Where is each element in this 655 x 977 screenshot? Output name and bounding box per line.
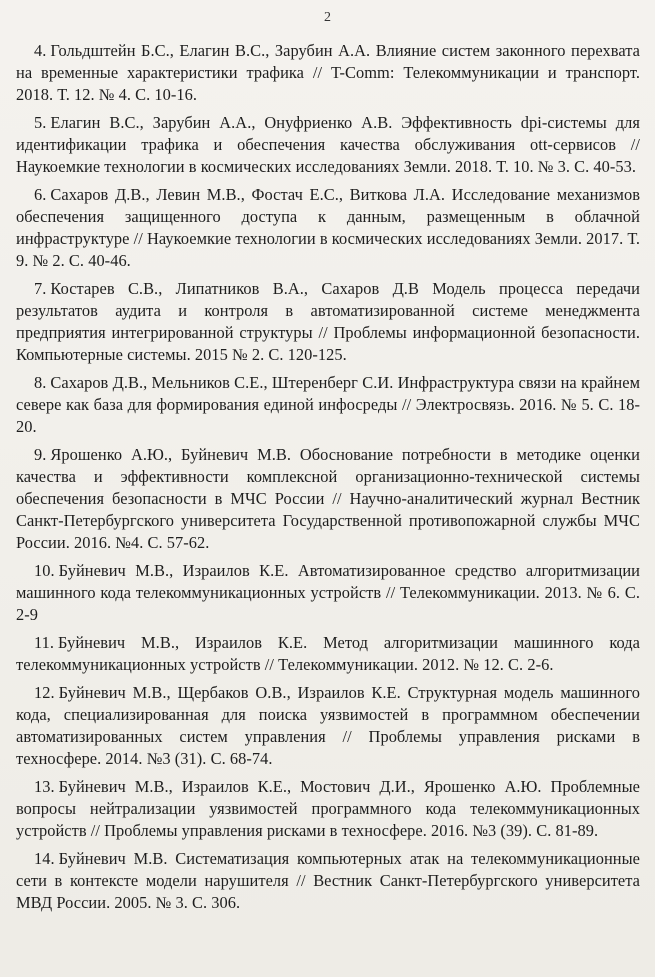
reference-number: 8. [34,373,47,392]
reference-list [16,40,640,920]
reference-number: 10. [34,561,55,580]
reference-item [16,776,640,842]
reference-text: Елагин В.С., Зарубин А.А., Онуфриенко А.В. Эффективность dpi-системы для идентификации трафика и обеспечения качества обслуживания ott-сервисов // Наукоемкие технологии в космических исследованиях Земли. 2018. Т. 10. № 3. С. 40-53. [16,113,640,176]
reference-text: Ярошенко А.Ю., Буйневич М.В. Обоснование потребности в методике оценки качества и эффективности комплексной организационно-технической системы обеспечения безопасности в МЧС России // Научно-аналитический журнал Вестник Санкт-Петербургского университета Государственной противопожарной службы МЧС России. 2016. №4. С. 57-62. [16,445,640,552]
reference-number: 12. [34,683,55,702]
reference-number: 7. [34,279,47,298]
reference-number: 13. [34,777,55,796]
reference-item [16,848,640,914]
reference-text: Сахаров Д.В., Левин М.В., Фостач Е.С., Виткова Л.А. Исследование механизмов обеспечения защищенного доступа к данным, размещенным в облачной инфраструктуре // Наукоемкие технологии в космических исследованиях Земли. 2017. Т. 9. № 2. С. 40-46. [16,185,640,270]
reference-text: Буйневич М.В. Систематизация компьютерных атак на телекоммуникационные сети в контексте модели нарушителя // Вестник Санкт-Петербургского университета МВД России. 2005. № 3. С. 306. [16,849,640,912]
page-number: 2 [324,10,331,25]
reference-number: 9. [34,445,47,464]
reference-number: 5. [34,113,47,132]
reference-text: Буйневич М.В., Израилов К.Е. Метод алгоритмизации машинного кода телекоммуникационных устройств // Телекоммуникации. 2012. № 12. С. 2-6. [16,633,640,674]
reference-item [16,112,640,178]
reference-text: Буйневич М.В., Израилов К.Е., Мостович Д.И., Ярошенко А.Ю. Проблемные вопросы нейтрализации уязвимостей программного кода телекоммуникационных устройств // Проблемы управления рисками в техносфере. 2016. №3 (39). С. 81-89. [16,777,640,840]
reference-item [16,184,640,272]
reference-text: Буйневич М.В., Израилов К.Е. Автоматизированное средство алгоритмизации машинного кода телекоммуникационных устройств // Телекоммуникации. 2013. № 6. С. 2-9 [16,561,640,624]
reference-item [16,682,640,770]
reference-item [16,278,640,366]
reference-item [16,372,640,438]
reference-item [16,632,640,676]
reference-number: 11. [34,633,55,652]
reference-item [16,560,640,626]
reference-text: Буйневич М.В., Щербаков О.В., Израилов К.Е. Структурная модель машинного кода, специализированная для поиска уязвимостей в программном обеспечении автоматизированных систем управления // Проблемы управления рисками в техносфере. 2014. №3 (31). С. 68-74. [16,683,640,768]
reference-text: Гольдштейн Б.С., Елагин В.С., Зарубин А.А. Влияние систем законного перехвата на временные характеристики трафика // T-Comm: Телекоммуникации и транспорт. 2018. Т. 12. № 4. С. 10-16. [16,41,640,104]
reference-item [16,444,640,554]
reference-text: Костарев С.В., Липатников В.А., Сахаров Д.В Модель процесса передачи результатов аудита и контроля в автоматизированной системе менеджмента предприятия интегрированной структуры // Проблемы информационной безопасности. Компьютерные системы. 2015 № 2. С. 120-125. [16,279,640,364]
reference-number: 14. [34,849,55,868]
reference-item [16,40,640,106]
reference-number: 6. [34,185,47,204]
reference-number: 4. [34,41,47,60]
reference-text: Сахаров Д.В., Мельников С.Е., Штеренберг С.И. Инфраструктура связи на крайнем севере как база для формирования единой инфосреды // Электросвязь. 2016. № 5. С. 18-20. [16,373,640,436]
